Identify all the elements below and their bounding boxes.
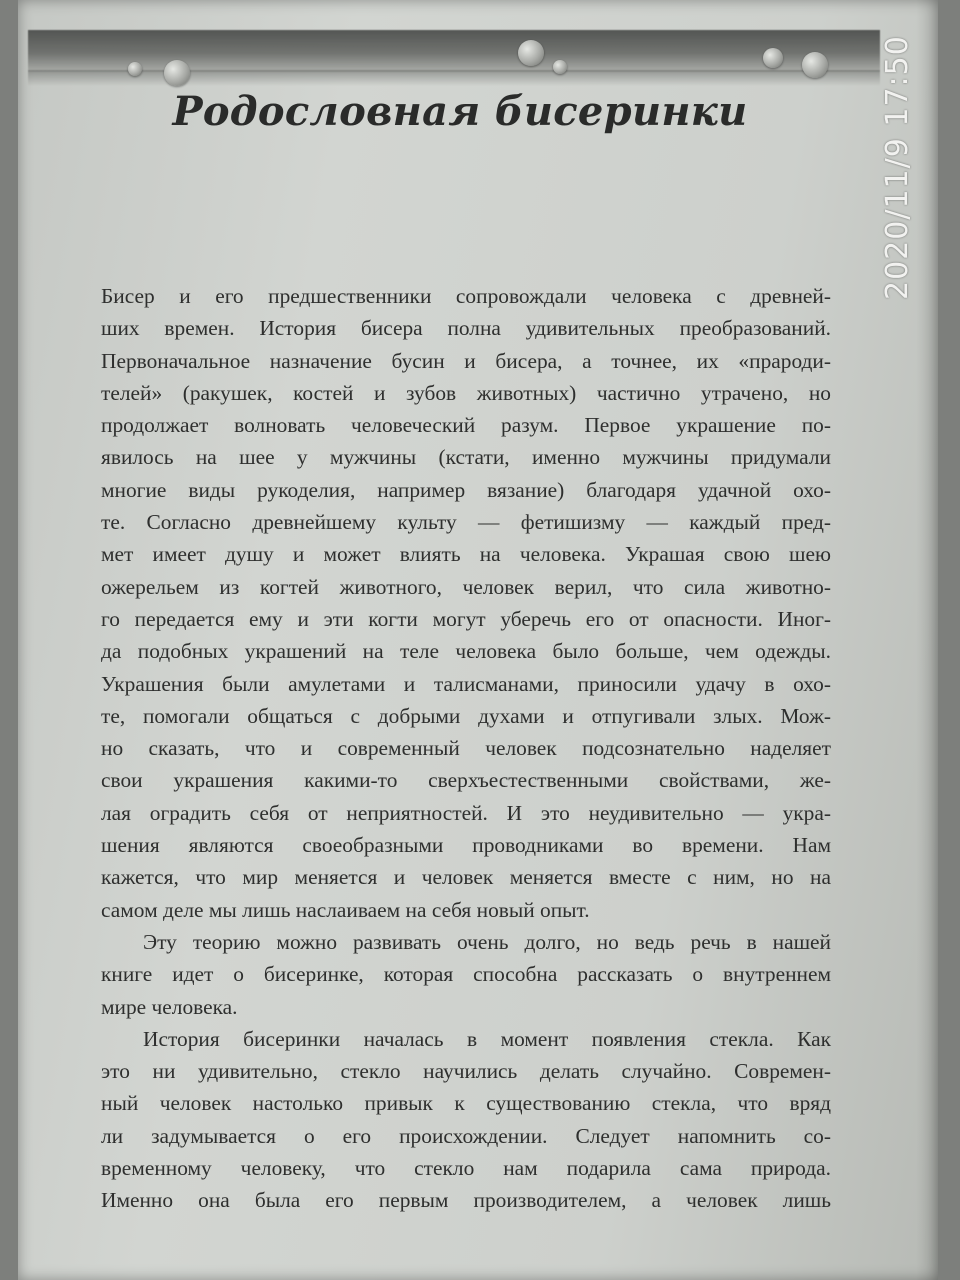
- header-banner: [28, 30, 880, 72]
- text-line: лая оградить себя от неприятностей. И это неудивительно — укра-: [101, 800, 831, 825]
- chapter-title: Родословная бисеринки: [172, 88, 748, 135]
- text-line: ших времен. История бисера полна удивительных преобразований.: [101, 316, 831, 341]
- bead-ornament: [518, 40, 544, 66]
- text-line: Украшения были амулетами и талисманами, приносили удачу в охо-: [101, 671, 831, 696]
- bead-ornament: [553, 60, 567, 74]
- text-line: самом деле мы лишь наслаиваем на себя новый опыт.: [101, 897, 590, 922]
- text-line: временному человеку, что стекло нам подарила сама природа.: [101, 1156, 831, 1181]
- text-line: те, помогали общаться с добрыми духами и отпугивали злых. Мож-: [101, 703, 831, 728]
- text-line: Именно она была его первым производителем, а человек лишь: [101, 1188, 831, 1213]
- text-line: да подобных украшений на теле человека было больше, чем одежды.: [101, 639, 831, 664]
- body-text: [101, 280, 831, 1217]
- text-line: ожерельем из когтей животного, человек верил, что сила животно-: [101, 574, 831, 599]
- text-line: но сказать, что и современный человек подсознательно наделяет: [101, 736, 831, 761]
- bead-ornament: [802, 52, 828, 78]
- text-line: продолжает волновать человеческий разум. Первое украшение по-: [101, 413, 831, 438]
- text-line: Первоначальное назначение бусин и бисера, а точнее, их «прароди-: [101, 348, 831, 373]
- book-page: [18, 0, 938, 1280]
- photo-timestamp: 2020/11/9 17:50: [880, 35, 915, 300]
- text-line: мире человека.: [101, 994, 238, 1019]
- text-line: ли задумывается о его происхождении. Следует напомнить со-: [101, 1123, 831, 1148]
- bead-ornament: [763, 48, 783, 68]
- text-line: свои украшения какими-то сверхъестественными свойствами, же-: [101, 768, 831, 793]
- text-line: многие виды рукоделия, например вязание) благодаря удачной охо-: [101, 477, 831, 502]
- page-edge-shadow: [916, 0, 938, 1280]
- text-line: те. Согласно древнейшему культу — фетишизму — каждый пред-: [101, 510, 831, 535]
- text-line: ный человек настолько привык к существованию стекла, что вряд: [101, 1091, 831, 1116]
- text-line: это ни удивительно, стекло научились делать случайно. Современ-: [101, 1059, 831, 1084]
- bead-ornament: [164, 60, 190, 86]
- text-line: телей» (ракушек, костей и зубов животных) частично утрачено, но: [101, 380, 831, 405]
- bead-ornament: [128, 62, 142, 76]
- text-line: История бисеринки началась в момент появления стекла. Как: [143, 1026, 831, 1051]
- text-line: явилось на шее у мужчины (кстати, именно мужчины придумали: [101, 445, 831, 470]
- text-line: Бисер и его предшественники сопровождали человека с древней-: [101, 284, 831, 308]
- text-line: кажется, что мир меняется и человек меняется вместе с ним, но на: [101, 865, 831, 890]
- text-line: шения являются своеобразными проводниками во времени. Нам: [101, 833, 831, 858]
- text-line: книге идет о бисеринке, которая способна рассказать о внутреннем: [101, 962, 831, 987]
- text-line: го передается ему и эти когти могут уберечь его от опасности. Иног-: [101, 606, 831, 631]
- text-line: мет имеет душу и может влиять на человека. Украшая свою шею: [101, 542, 831, 567]
- text-line: Эту теорию можно развивать очень долго, но ведь речь в нашей: [143, 929, 831, 954]
